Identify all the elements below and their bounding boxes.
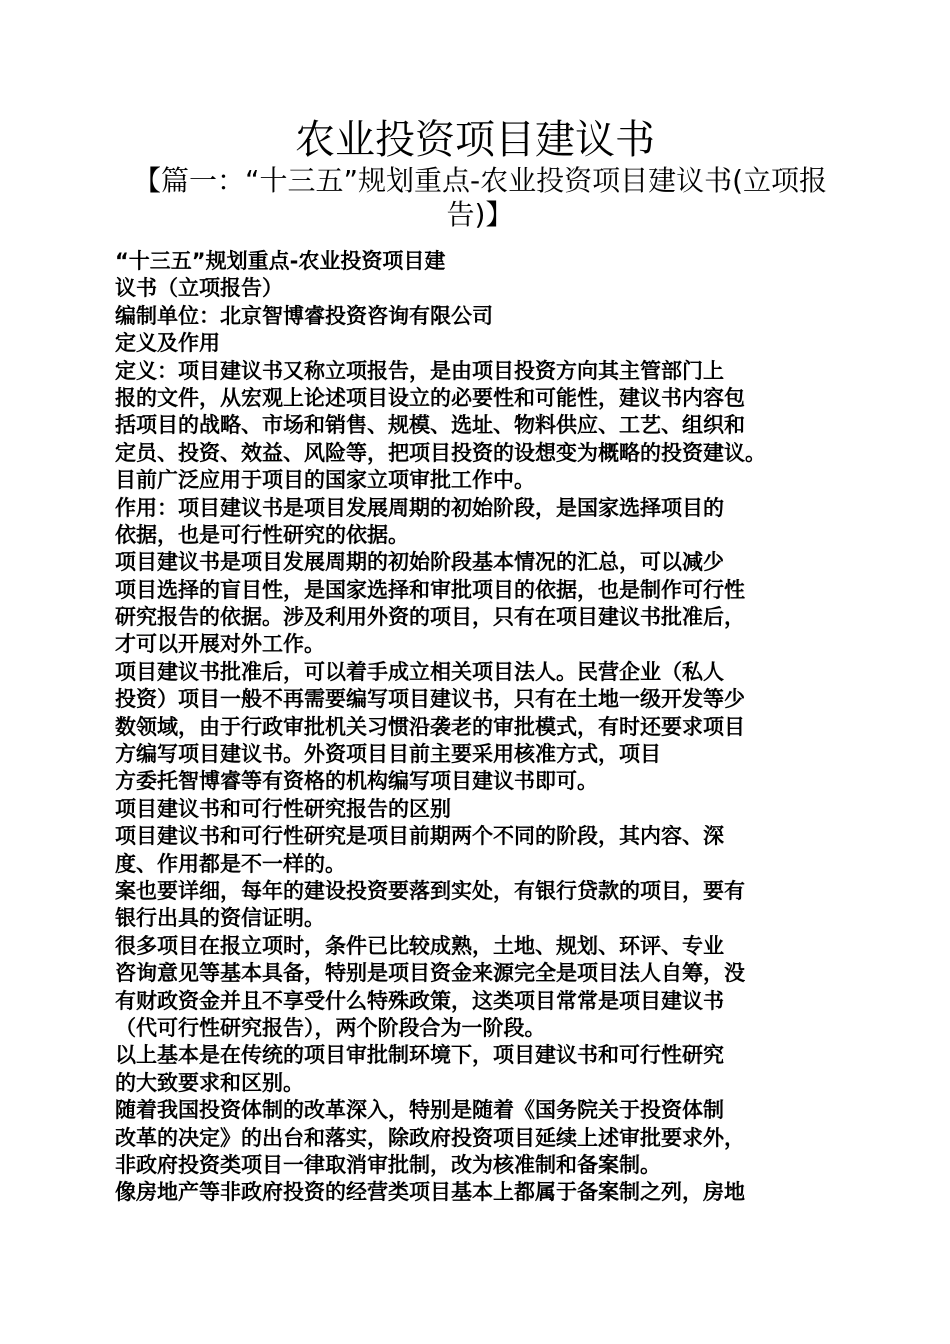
- body-line: 议书（立项报告）: [115, 276, 283, 301]
- body-line: 定员、投资、效益、风险等，把项目投资的设想变为概略的投资建议。: [115, 440, 766, 465]
- body-line: 数领域，由于行政审批机关习惯沿袭老的审批模式，有时还要求项目: [115, 714, 745, 739]
- body-line: 项目建议书和可行性研究报告的区别: [115, 796, 451, 821]
- body-line: 随着我国投资体制的改革深入，特别是随着《国务院关于投资体制: [115, 1098, 724, 1123]
- body-line: 项目建议书是项目发展周期的初始阶段基本情况的汇总，可以减少: [115, 550, 724, 575]
- body-line: 很多项目在报立项时，条件已比较成熟，土地、规划、环评、专业: [115, 933, 724, 958]
- body-line: 项目建议书和可行性研究是项目前期两个不同的阶段，其内容、深: [115, 824, 724, 849]
- document-title: 农业投资项目建议书: [295, 117, 655, 163]
- body-line: 目前广泛应用于项目的国家立项审批工作中。: [115, 468, 535, 493]
- body-line: （代可行性研究报告），两个阶段合为一阶段。: [115, 1015, 546, 1040]
- subtitle-line: 告)】: [446, 198, 514, 231]
- body-line: 改革的决定》的出台和落实，除政府投资项目延续上述审批要求外，: [115, 1125, 745, 1150]
- document-subtitle: [110, 164, 850, 232]
- body-line: 的大致要求和区别。: [115, 1070, 304, 1095]
- document-body: [115, 248, 840, 1207]
- body-line: 研究报告的依据。涉及利用外资的项目，只有在项目建议书批准后，: [115, 605, 745, 630]
- body-line: 咨询意见等基本具备，特别是项目资金来源完全是项目法人自筹，没: [115, 961, 745, 986]
- body-line: 才可以开展对外工作。: [115, 632, 325, 657]
- body-line: 投资）项目一般不再需要编写项目建议书，只有在土地一级开发等少: [115, 687, 745, 712]
- body-line: 报的文件，从宏观上论述项目设立的必要性和可能性，建议书内容包: [115, 385, 745, 410]
- body-line: 定义及作用: [115, 331, 220, 356]
- body-line: 项目选择的盲目性，是国家选择和审批项目的依据，也是制作可行性: [115, 577, 745, 602]
- body-line: 以上基本是在传统的项目审批制环境下，项目建议书和可行性研究: [115, 1043, 724, 1068]
- body-line: 编制单位：北京智博睿投资咨询有限公司: [115, 303, 493, 328]
- body-line: 作用：项目建议书是项目发展周期的初始阶段，是国家选择项目的: [115, 495, 724, 520]
- body-line: 方委托智博睿等有资格的机构编写项目建议书即可。: [115, 769, 598, 794]
- body-line: 银行出具的资信证明。: [115, 906, 325, 931]
- body-line: 有财政资金并且不享受什么特殊政策，这类项目常常是项目建议书: [115, 988, 724, 1013]
- body-line: 案也要详细，每年的建设投资要落到实处，有银行贷款的项目，要有: [115, 878, 745, 903]
- body-line: 非政府投资类项目一律取消审批制，改为核准制和备案制。: [115, 1152, 661, 1177]
- body-line: 依据，也是可行性研究的依据。: [115, 522, 409, 547]
- body-line: 度、作用都是不一样的。: [115, 851, 346, 876]
- body-line: “十三五”规划重点-农业投资项目建: [115, 249, 446, 273]
- subtitle-line: 【篇一：“十三五”规划重点-农业投资项目建议书(立项报: [132, 164, 828, 197]
- body-line: 方编写项目建议书。外资项目目前主要采用核准方式，项目: [115, 742, 661, 767]
- body-line: 项目建议书批准后，可以着手成立相关项目法人。民营企业（私人: [115, 659, 724, 684]
- body-line: 像房地产等非政府投资的经营类项目基本上都属于备案制之列，房地: [115, 1180, 745, 1205]
- body-line: 定义：项目建议书又称立项报告，是由项目投资方向其主管部门上: [115, 358, 724, 383]
- body-line: 括项目的战略、市场和销售、规模、选址、物料供应、工艺、组织和: [115, 413, 745, 438]
